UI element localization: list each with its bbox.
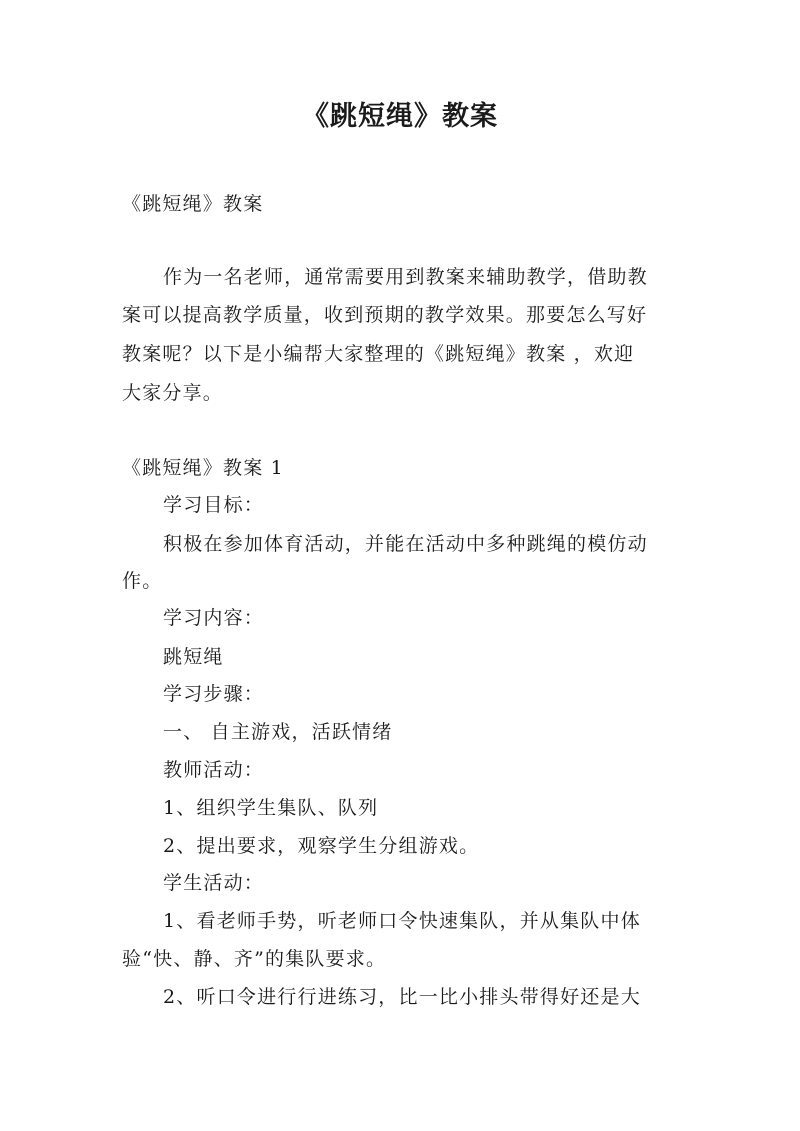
- body-line: 验“快、静、齐”的集队要求。: [122, 948, 387, 970]
- body-line: 学习目标：: [163, 494, 265, 516]
- section-heading: 《跳短绳》教案 1: [122, 457, 284, 479]
- body-line: 学生活动：: [163, 872, 265, 894]
- body-line: 一、 自主游戏，活跃情绪: [163, 721, 393, 743]
- document-title: 《跳短绳》教案: [302, 101, 498, 132]
- body-line: 1、看老师手势，听老师口令快速集队，并从集队中体: [163, 910, 641, 932]
- intro-line-3: 教案呢？以下是小编帮大家整理的《跳短绳》教案 ，欢迎: [122, 343, 635, 365]
- body-line: 跳短绳: [163, 646, 224, 668]
- body-line: 作。: [122, 570, 163, 592]
- body-line: 积极在参加体育活动，并能在活动中多种跳绳的模仿动: [163, 533, 648, 555]
- intro-line-4: 大家分享。: [122, 382, 224, 404]
- body-line: 学习步骤：: [163, 683, 265, 705]
- body-line: 1、组织学生集队、队列: [163, 797, 379, 819]
- intro-line-2: 案可以提高教学质量，收到预期的教学效果。那要怎么写好: [122, 304, 648, 326]
- intro-line-1: 作为一名老师，通常需要用到教案来辅助教学，借助教: [163, 266, 648, 288]
- document-subtitle: 《跳短绳》教案: [122, 193, 264, 215]
- body-line: 教师活动：: [163, 759, 265, 781]
- body-line: 2、听口令进行行进练习，比一比小排头带得好还是大: [163, 986, 641, 1008]
- body-line: 学习内容：: [163, 607, 265, 629]
- body-line: 2、提出要求，观察学生分组游戏。: [163, 835, 480, 857]
